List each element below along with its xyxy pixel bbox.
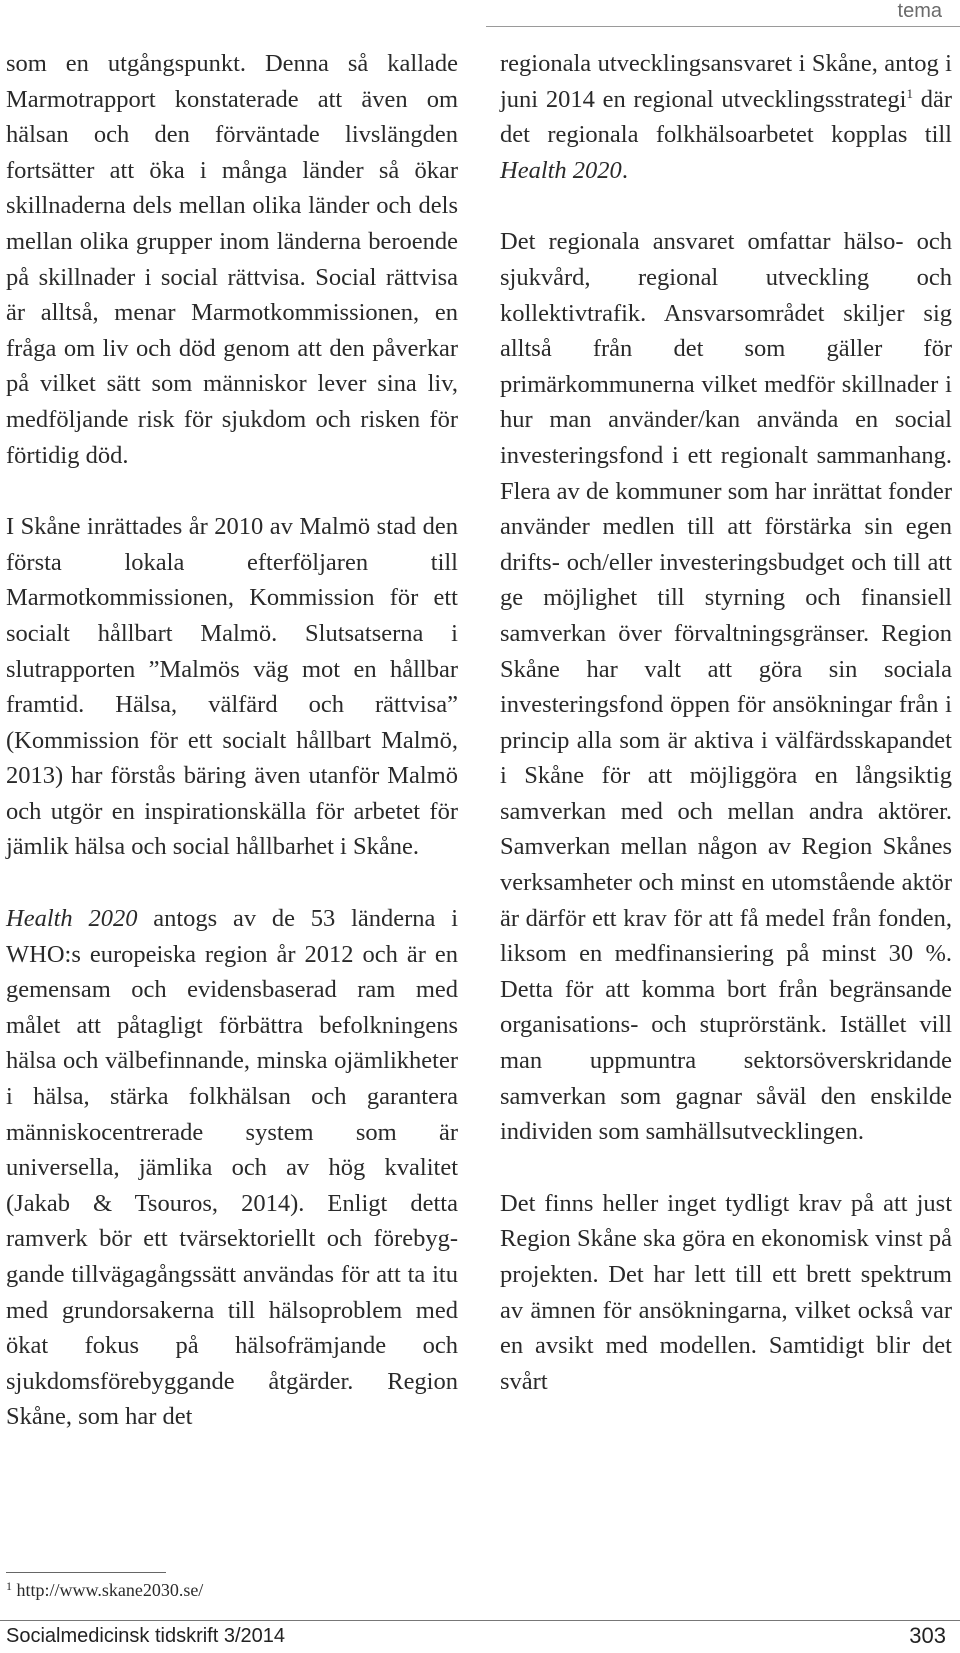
- left-paragraph-3-text: antogs av de 53 länderna i WHO:s europeiska region år 2012 och är en gemensam och evidensbaserad ram med målet att påtagligt förbättra befolkningens hälsa och välbefinnande, minska ojämlikheter i hälsa, stärka folkhälsan och garantera människocentrerade system som är universella, jämlika och av hög kvalitet (Jakab & Tsouros, 2014). Enligt detta ramverk bör ett tvärsektoriellt och förebyggande tillvägagångssätt användas för att ta itu med grundorsakerna till hälsoproblem med ökat fokus på hälsofrämjande och sjukdomsförebyggande åtgärder. Region Skåne, som har det: [6, 905, 459, 1431]
- right-paragraph-3: Det finns heller inget tydligt krav på att just Region Skåne ska göra en ekonomisk vinst på projekten. Det har lett till ett brett spektrum av ämnen för ansökningarna, vilket också var en avsikt med modellen. Samtidigt blir det svårt: [500, 1189, 952, 1395]
- left-paragraph-2: I Skåne inrättades år 2010 av Malmö stad den första lokala efterföljaren till Marmotkommissionen, Kommission för ett socialt hållbart Malmö. Slutsatserna i slutrapporten ”Malmös väg mot en hållbar framtid. Hälsa, välfärd och rättvisa” (Kommission för ett socialt hållbart Malmö, 2013) har förstås bäring även utanför Malmö och utgör en inspirationskälla för arbetet för jämlik hälsa och social hållbarhet i Skåne.: [6, 513, 458, 861]
- right-column: [500, 46, 952, 1399]
- footnote-rule: [6, 1572, 166, 1573]
- footnote-number: 1: [6, 1579, 12, 1593]
- right-paragraph-1-end: .: [621, 156, 628, 184]
- right-paragraph-1-text-a: regionala utvecklingsansvaret i Skåne, antog i juni 2014 en regional utvecklingsstrategi: [500, 50, 952, 113]
- health-2020-title: Health 2020: [500, 156, 622, 184]
- health-2020-title: Health 2020: [6, 905, 138, 933]
- page-number: 303: [909, 1623, 946, 1648]
- left-column: [6, 46, 458, 1435]
- right-paragraph-1-text-b: där det regionala folkhälsoarbetet kopplas till: [500, 85, 952, 149]
- footnote: [6, 1580, 203, 1601]
- header-rule: [486, 26, 960, 27]
- left-paragraph-1: som en utgångspunkt. Denna så kallade Marmotrapport konstaterade att även om hälsan och den förväntade livslängden fortsätter att öka i många länder så ökar skillnaderna dels mellan olika länder och dels mellan olika grupper inom länderna beroende på skillnader i social rättvisa. Social rättvisa är alltså, menar Marmotkommissionen, en fråga om liv och död genom att den påverkar på vilket sätt som människor lever sina liv, medföljande risk för sjukdom och risken för förtidig död.: [6, 50, 458, 469]
- right-paragraph-2: Det regionala ansvaret omfattar hälso- och sjukvård, regional utveckling och kollektivtrafik. Ansvarsområdet skiljer sig alltså från det som gäller för primärkommunerna vilket medför skillnader i hur man använder/kan använda en social investeringsfond i ett regionalt sammanhang. Flera av de kommuner som har inrättat fonder använder medlen till att förstärka sin egen drifts- och/eller investeringsbudget och till att ge möjlighet till styrning och finansiell samverkan över förvaltningsgränser. Region Skåne har valt att göra sin sociala investeringsfond öppen för ansökningar från i princip alla som är aktiva i välfärdsskapandet i Skåne för att möjliggöra en långsiktig samverkan med och mellan andra aktörer. Samverkan mellan någon av Region Skånes verksamheter och minst en utomstående aktör är därför ett krav för att få medel från fonden, liksom en medfinansiering på minst 30 %. Detta för att komma bort från begränsande organisations- och stuprörstänk. Istället vill man uppmuntra sektorsöverskridande samverkan som gagnar såväl den enskilde individen som samhällsutvecklingen.: [500, 228, 952, 1146]
- journal-name: Socialmedicinsk tidskrift 3/2014: [6, 1625, 286, 1647]
- right-paragraph-1: [500, 46, 952, 188]
- left-paragraph-3: [6, 901, 458, 1435]
- footnote-url[interactable]: http://www.skane2030.se/: [12, 1580, 204, 1600]
- footer-rule: [0, 1620, 960, 1621]
- footnote-reference: 1: [906, 85, 913, 101]
- section-tag: tema: [897, 0, 942, 22]
